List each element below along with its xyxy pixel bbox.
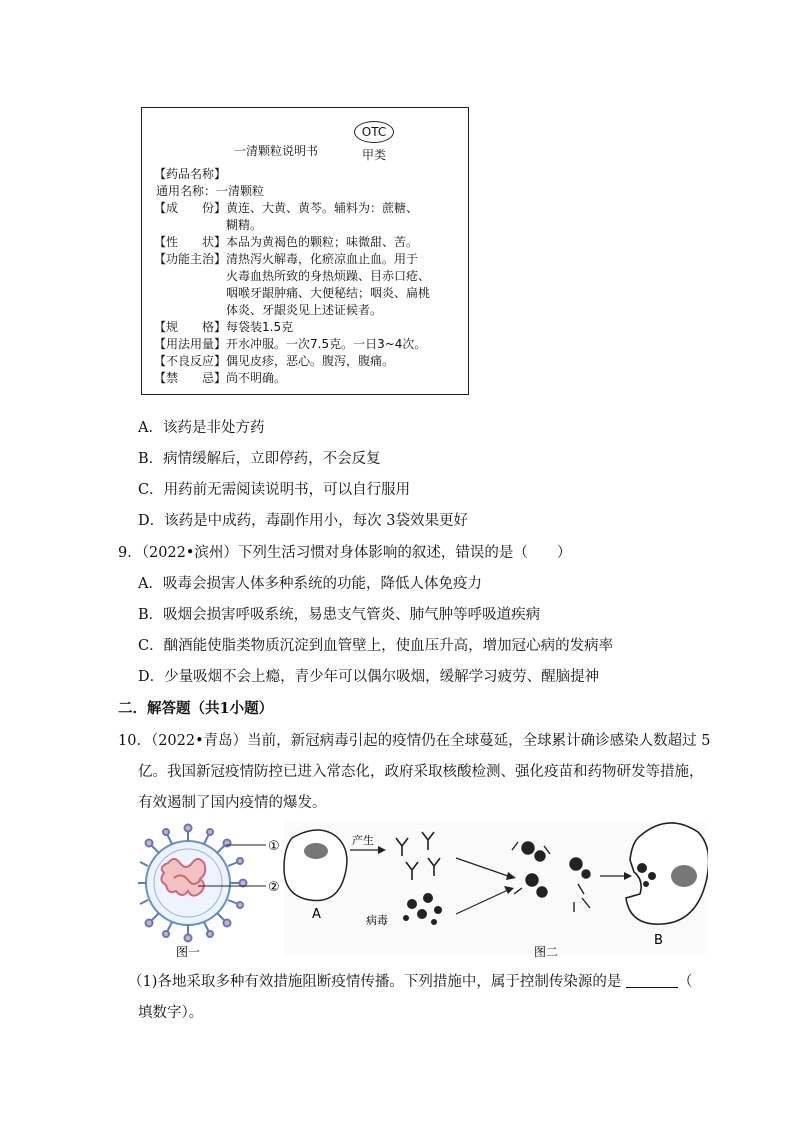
section-title: 二．解答题（共1小题）: [118, 700, 274, 717]
label-row-key: 【功能主治】: [154, 252, 227, 266]
caption-fig2: 图二: [534, 945, 559, 958]
q10-sub1-text: （1)各地采取多种有效措施阻断疫情传播。下列措施中，属于控制传染源的是: [128, 974, 626, 990]
label-title: 一清颗粒说明书: [234, 144, 319, 158]
answer-blank[interactable]: [626, 973, 678, 988]
label-row-text: 体炎、牙龈炎见上述证候者。: [226, 303, 383, 317]
label-row-text: 每袋装1.5克: [226, 320, 294, 334]
label-row: [154, 234, 227, 251]
label-row: [154, 166, 227, 183]
label-row-text: 火毒血热所致的身热烦躁、目赤口疮、: [226, 269, 431, 283]
virus-label: 病毒: [366, 914, 388, 927]
coronavirus-drawing: [138, 825, 266, 942]
label-row-text: 糊精。: [226, 218, 263, 232]
cell-a-label: A: [312, 907, 321, 922]
q8-option-a: A．该药是非处方药: [138, 420, 265, 436]
otc-badge: OTC: [354, 121, 394, 143]
label-row-text: 咽喉牙龈肿痛、大便秘结；咽炎、扁桃: [226, 286, 431, 300]
q9-option-c: C．酗酒能使脂类物质沉淀到血管壁上，使血压升高，增加冠心病的发病率: [138, 638, 614, 654]
label-row-text: 本品为黄褐色的颗粒；味微甜、苦。: [226, 235, 419, 249]
q9-option-d: D．少量吸烟不会上瘾，青少年可以偶尔吸烟，缓解学习疲劳、醒脑提神: [138, 669, 600, 685]
q9-option-a: A．吸毒会损害人体多种系统的功能，降低人体免疫力: [138, 576, 482, 592]
q10-sub1-line-2: 填数字）。: [138, 1005, 204, 1021]
q10-sub1-paren: （: [678, 974, 693, 990]
caption-fig1: 图一: [176, 945, 201, 958]
label-row-text: 开水冲服。一次7.5克。一日3~4次。: [226, 337, 427, 351]
figure-area: [138, 818, 708, 958]
virus-antibody-figure: [138, 818, 708, 958]
label-row-key: 【禁 忌】: [154, 371, 227, 385]
q8-option-c: C．用药前无需阅读说明书，可以自行服用: [138, 482, 411, 498]
q8-option-d: D．该药是中成药，毒副作用小，每次 3袋效果更好: [138, 513, 468, 529]
label-row: [154, 319, 227, 336]
label-2: ②: [268, 880, 280, 895]
label-row-text: 清热泻火解毒，化瘀凉血止血。用于: [226, 252, 419, 266]
label-row-key: 【药品名称】: [154, 167, 227, 181]
label-row-key: 【规 格】: [154, 320, 227, 334]
label-row: [154, 251, 227, 268]
label-row: [154, 353, 227, 370]
label-1: ①: [268, 839, 280, 854]
label-row-key: 【用法用量】: [154, 337, 227, 351]
q8-option-b: B．病情缓解后，立即停药，不会反复: [138, 451, 381, 467]
cell-b-label: B: [654, 933, 663, 948]
label-row: [154, 200, 227, 217]
label-row-text: 偶见皮疹，恶心。腹泻，腹痛。: [226, 354, 395, 368]
label-row-key: 【性 状】: [154, 235, 227, 249]
q10-line-2: 亿。我国新冠疫情防控已进入常态化，政府采取核酸检测、强化疫苗和药物研发等措施，: [138, 764, 704, 780]
produce-label: 产生: [352, 834, 374, 847]
cell-a-drawing: [284, 830, 347, 901]
label-row-text: 黄连、大黄、黄芩。辅料为：蔗糖、: [226, 201, 419, 215]
otc-type: 甲类: [362, 148, 387, 162]
label-row: [154, 370, 227, 387]
q10-line-3: 有效遏制了国内疫情的爆发。: [138, 795, 327, 811]
medicine-label: [141, 107, 469, 395]
q9-option-b: B．吸烟会损害呼吸系统，易患支气管炎、肺气肿等呼吸道疾病: [138, 607, 541, 623]
label-row-key: 【不良反应】: [154, 354, 227, 368]
q10-line-1: 10．（2022•青岛）当前，新冠病毒引起的疫情仍在全球蔓延，全球累计确诊感染人数超过 5: [118, 733, 711, 749]
q10-sub1-line-1: [128, 970, 693, 991]
label-row: [154, 336, 227, 353]
label-row-key: 【成 份】: [154, 201, 227, 215]
q9-stem: 9．（2022•滨州）下列生活习惯对身体影响的叙述，错误的是（ ）: [118, 545, 572, 561]
label-row-text: 尚不明确。: [226, 371, 287, 385]
label-row-text: 通用名称：一清颗粒: [156, 184, 265, 198]
